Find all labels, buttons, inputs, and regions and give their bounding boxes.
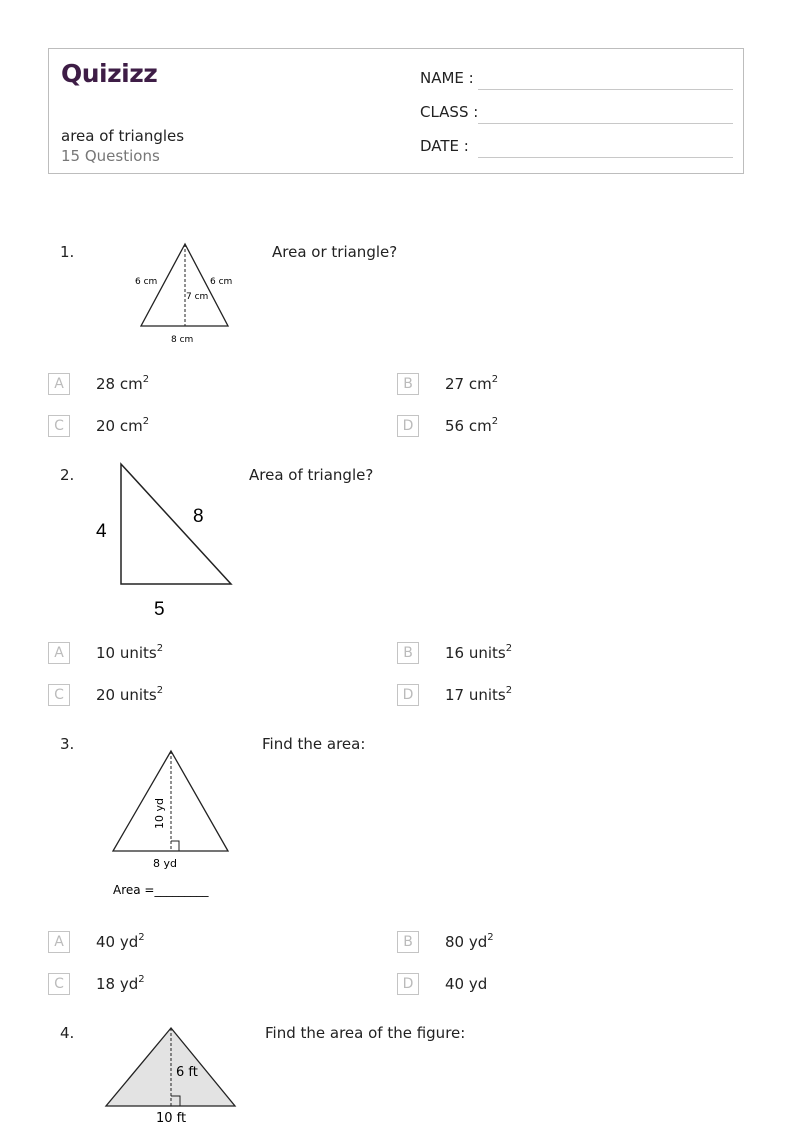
question-number: 2. (60, 466, 75, 484)
option-d-checkbox[interactable]: D (397, 973, 419, 995)
option-b-text[interactable]: 27 $cm^2$ (445, 374, 499, 393)
option-d-checkbox[interactable]: D (397, 684, 419, 706)
option-b-text[interactable]: 80 $yd^2$ (445, 932, 494, 951)
option-c-checkbox[interactable]: C (48, 973, 70, 995)
question-text: Find the area: (262, 735, 366, 753)
date-field[interactable] (478, 157, 733, 158)
option-c-checkbox[interactable]: C (48, 415, 70, 437)
option-c-text[interactable]: 20 $cm^2$ (96, 416, 150, 435)
figure-label: 6 cm (135, 277, 158, 287)
figure-label: 4 (96, 521, 107, 542)
option-c-text[interactable]: 18 $yd^2$ (96, 974, 145, 993)
option-a-checkbox[interactable]: A (48, 373, 70, 395)
figure-label: 8 (193, 506, 204, 527)
option-a-checkbox[interactable]: A (48, 642, 70, 664)
question-text: Area or triangle? (272, 243, 398, 261)
figure-label: 6 cm (210, 277, 233, 287)
option-a-text[interactable]: 28 $cm^2$ (96, 374, 150, 393)
option-c-checkbox[interactable]: C (48, 684, 70, 706)
figure-label: Area =_________ (113, 883, 209, 897)
question-count: 15 Questions (61, 147, 160, 165)
question-number: 4. (60, 1024, 75, 1042)
option-a-text[interactable]: 10 units$^2$ (96, 643, 164, 662)
option-d-text[interactable]: 17 units$^2$ (445, 685, 513, 704)
figure-label: 7 cm (186, 292, 209, 302)
name-label: NAME : (420, 69, 474, 87)
option-a-text[interactable]: 40 $yd^2$ (96, 932, 145, 951)
question-text: Find the area of the figure: (265, 1024, 466, 1042)
figure-label: 8 cm (171, 335, 194, 345)
right-triangle-figure (88, 458, 248, 623)
option-d-checkbox[interactable]: D (397, 415, 419, 437)
option-d-text[interactable]: 56 $cm^2$ (445, 416, 499, 435)
option-c-text[interactable]: 20 units$^2$ (96, 685, 164, 704)
quizizz-logo: Quizizz (61, 59, 158, 88)
name-field[interactable] (478, 89, 733, 90)
option-b-checkbox[interactable]: B (397, 642, 419, 664)
worksheet-title: area of triangles (61, 127, 185, 145)
option-a-checkbox[interactable]: A (48, 931, 70, 953)
question-number: 3. (60, 735, 75, 753)
figure-label: 6 ft (176, 1065, 198, 1080)
class-field[interactable] (478, 123, 733, 124)
triangle-height-figure (105, 745, 245, 905)
figure-label: 10 yd (153, 798, 166, 829)
option-b-text[interactable]: 16 units$^2$ (445, 643, 513, 662)
option-d-text[interactable]: 40 yd (445, 975, 488, 993)
figure-label: 5 (154, 599, 165, 620)
option-b-checkbox[interactable]: B (397, 931, 419, 953)
class-label: CLASS : (420, 103, 479, 121)
triangle-figure (125, 238, 245, 348)
shaded-triangle-figure (100, 1022, 245, 1123)
date-label: DATE : (420, 137, 469, 155)
option-b-checkbox[interactable]: B (397, 373, 419, 395)
question-text: Area of triangle? (249, 466, 374, 484)
worksheet-header (48, 48, 744, 174)
figure-label: 10 ft (156, 1111, 187, 1123)
figure-label: 8 yd (153, 857, 177, 870)
question-number: 1. (60, 243, 75, 261)
